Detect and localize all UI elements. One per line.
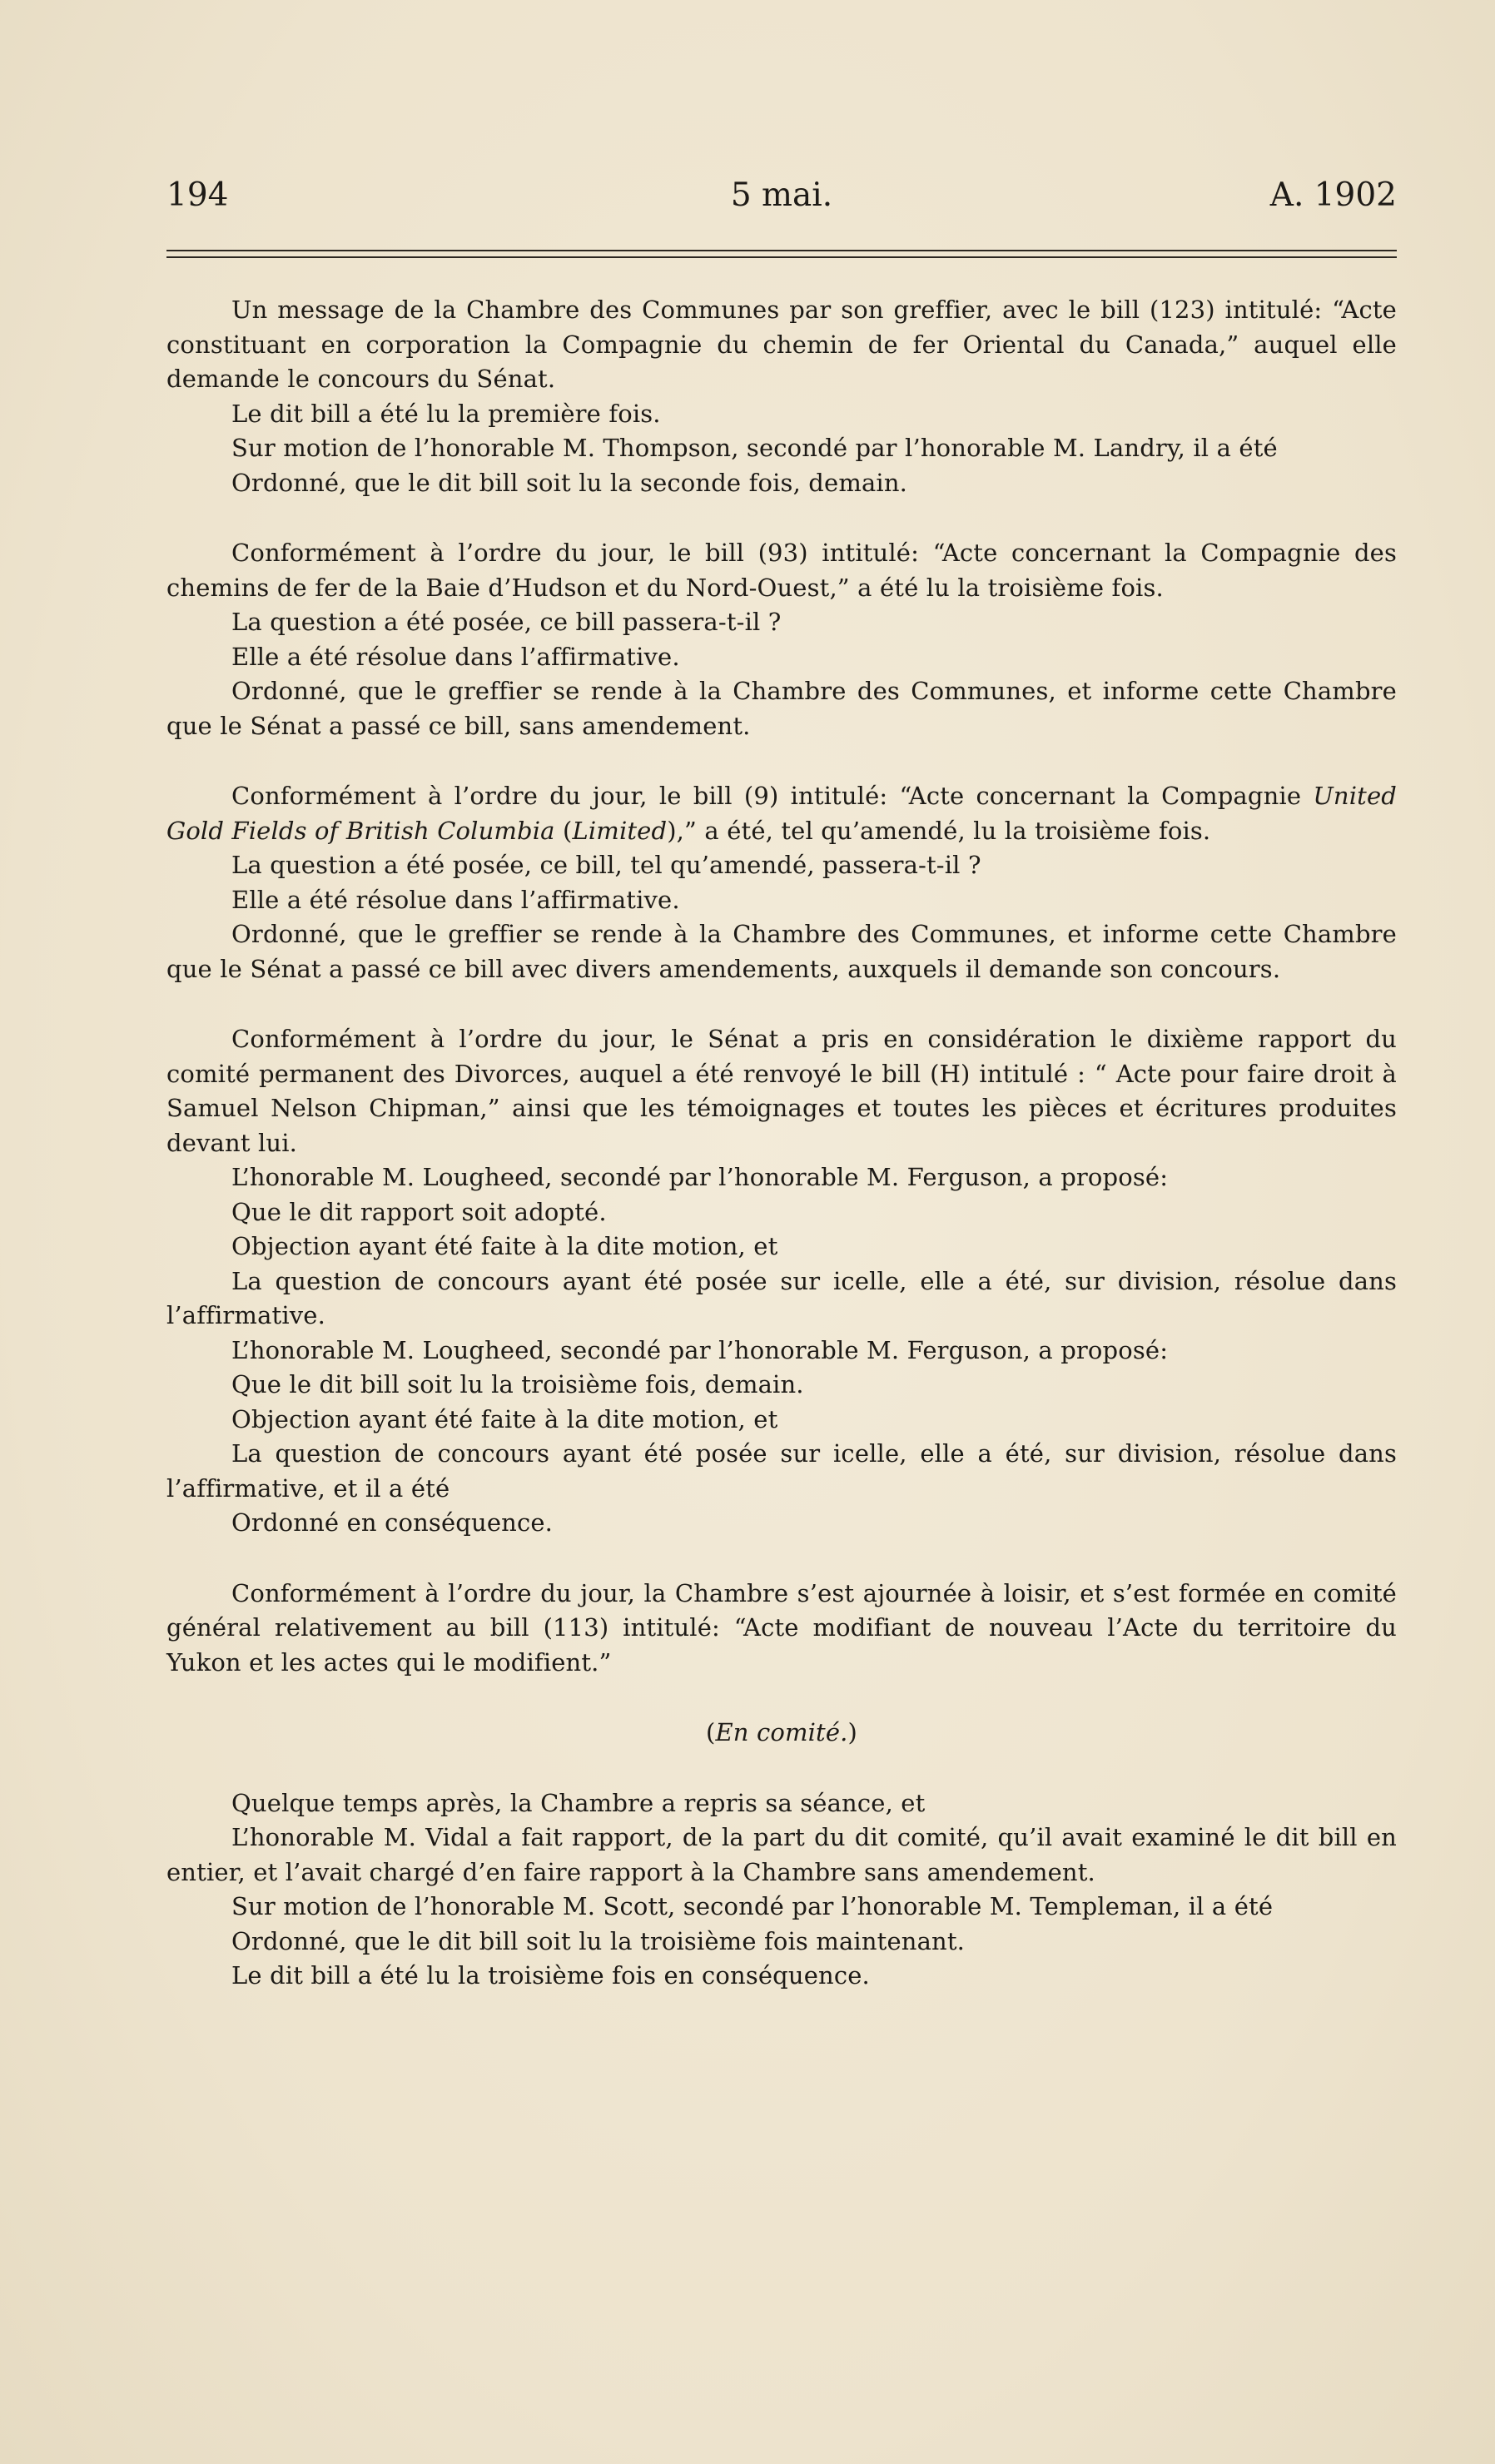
paragraph: Sur motion de l’honorable M. Thompson, secondé par l’honorable M. Landry, il a été [231,434,1278,462]
paragraph: Elle a été résolue dans l’affirmative. [231,885,680,914]
paren-close: ) [847,1718,857,1746]
paragraph: Conformément à l’ordre du jour, le bill (93) intitulé: “Acte concernant la Compagnie des chemins de fer de la Baie d’Hudson et du Nord-Ouest,” a été lu la troisième fois. [166,539,1397,602]
paragraph: Un message de la Chambre des Communes par son greffier, avec le bill (123) intitulé: “Acte constituant en corporation la Compagnie du chemin de fer Oriental du Canada,” auquel elle demande le concours du Sénat. [166,296,1397,393]
paragraph: Que le dit bill soit lu la troisième fois, demain. [231,1370,804,1398]
paragraph: La question a été posée, ce bill passera-t-il ? [231,608,782,636]
paragraph: Objection ayant été faite à la dite motion, et [231,1404,778,1433]
paragraph: Objection ayant été faite à la dite motion, et [231,1232,778,1260]
paragraph: L’honorable M. Lougheed, secondé par l’honorable M. Ferguson, a proposé: [231,1335,1169,1364]
paragraph: Ordonné, que le greffier se rende à la Chambre des Communes, et informe cette Chambre que le Sénat a passé ce bill, sans amendement. [166,677,1397,740]
paragraph: Ordonné en conséquence. [231,1508,554,1537]
italic-limited: Limited [572,816,668,845]
paragraph: Ordonné, que le greffier se rende à la Chambre des Communes, et informe cette Chambre que le Sénat a passé ce bill avec divers amendements, auxquels il demande son concours. [166,920,1397,983]
paragraph: L’honorable M. Vidal a fait rapport, de la part du dit comité, qu’il avait examiné le dit bill en entier, et l’avait chargé d’en faire rapport à la Chambre sans amendement. [166,1823,1397,1886]
text-run: ( [554,816,573,845]
italic-heading: En comité. [715,1718,848,1746]
paragraph: Sur motion de l’honorable M. Scott, secondé par l’honorable M. Templeman, il a été [231,1892,1274,1920]
text-run: Conformément à l’ordre du jour, le bill (9) intitulé: “Acte concernant la Compagnie [231,782,1314,810]
paragraph: Le dit bill a été lu la troisième fois en conséquence. [231,1961,870,1990]
paragraph: Ordonné, que le dit bill soit lu la seconde fois, demain. [231,468,908,497]
paragraph: La question de concours ayant été posée sur icelle, elle a été, sur division, résolue dans l’affirmative. [166,1266,1397,1329]
paragraph: Le dit bill a été lu la première fois. [231,399,661,428]
paragraph: Que le dit rapport soit adopté. [231,1197,607,1226]
page-header [166,176,1397,226]
paragraph-mixed [166,779,1397,848]
paragraph: Ordonné, que le dit bill soit lu la troisième fois maintenant. [231,1926,966,1955]
text-run: ),” a été, tel qu’amendé, lu la troisième fois. [667,816,1211,845]
document-body [166,293,1397,1994]
paragraph: Elle a été résolue dans l’affirmative. [231,642,680,671]
paragraph: Quelque temps après, la Chambre a repris sa séance, et [231,1788,926,1817]
page-date: 5 mai. [730,176,833,214]
paragraph: L’honorable M. Lougheed, secondé par l’honorable M. Ferguson, a proposé: [231,1163,1169,1191]
paragraph: Conformément à l’ordre du jour, le Sénat a pris en considération le dixième rapport du comité permanent des Divorces, auquel a été renvoyé le bill (H) intitulé : “ Acte pour faire droit à Samuel Nelson Chipman,” ainsi que les témoignages et toutes les pièces et écritures produites devant lui. [166,1025,1397,1157]
paragraph: Conformément à l’ordre du jour, la Chambre s’est ajournée à loisir, et s’est formée en comité général relativement au bill (113) intitulé: “Acte modifiant de nouveau l’Acte du territoire du Yukon et les actes qui le modifient.” [166,1578,1397,1677]
paren-open: ( [705,1718,716,1746]
header-rule-top [166,250,1397,251]
paragraph: La question de concours ayant été posée sur icelle, elle a été, sur division, résolue dans l’affirmative, et il a été [166,1439,1397,1503]
paragraph: La question a été posée, ce bill, tel qu’amendé, passera-t-il ? [231,851,981,879]
section-heading-en-comite [166,1716,1397,1751]
header-rule-bottom [166,256,1397,258]
page-year: A. 1902 [1269,176,1397,214]
italic-company-name: United Gold Fields of British Columbia [166,782,1397,845]
page-number: 194 [166,176,229,214]
